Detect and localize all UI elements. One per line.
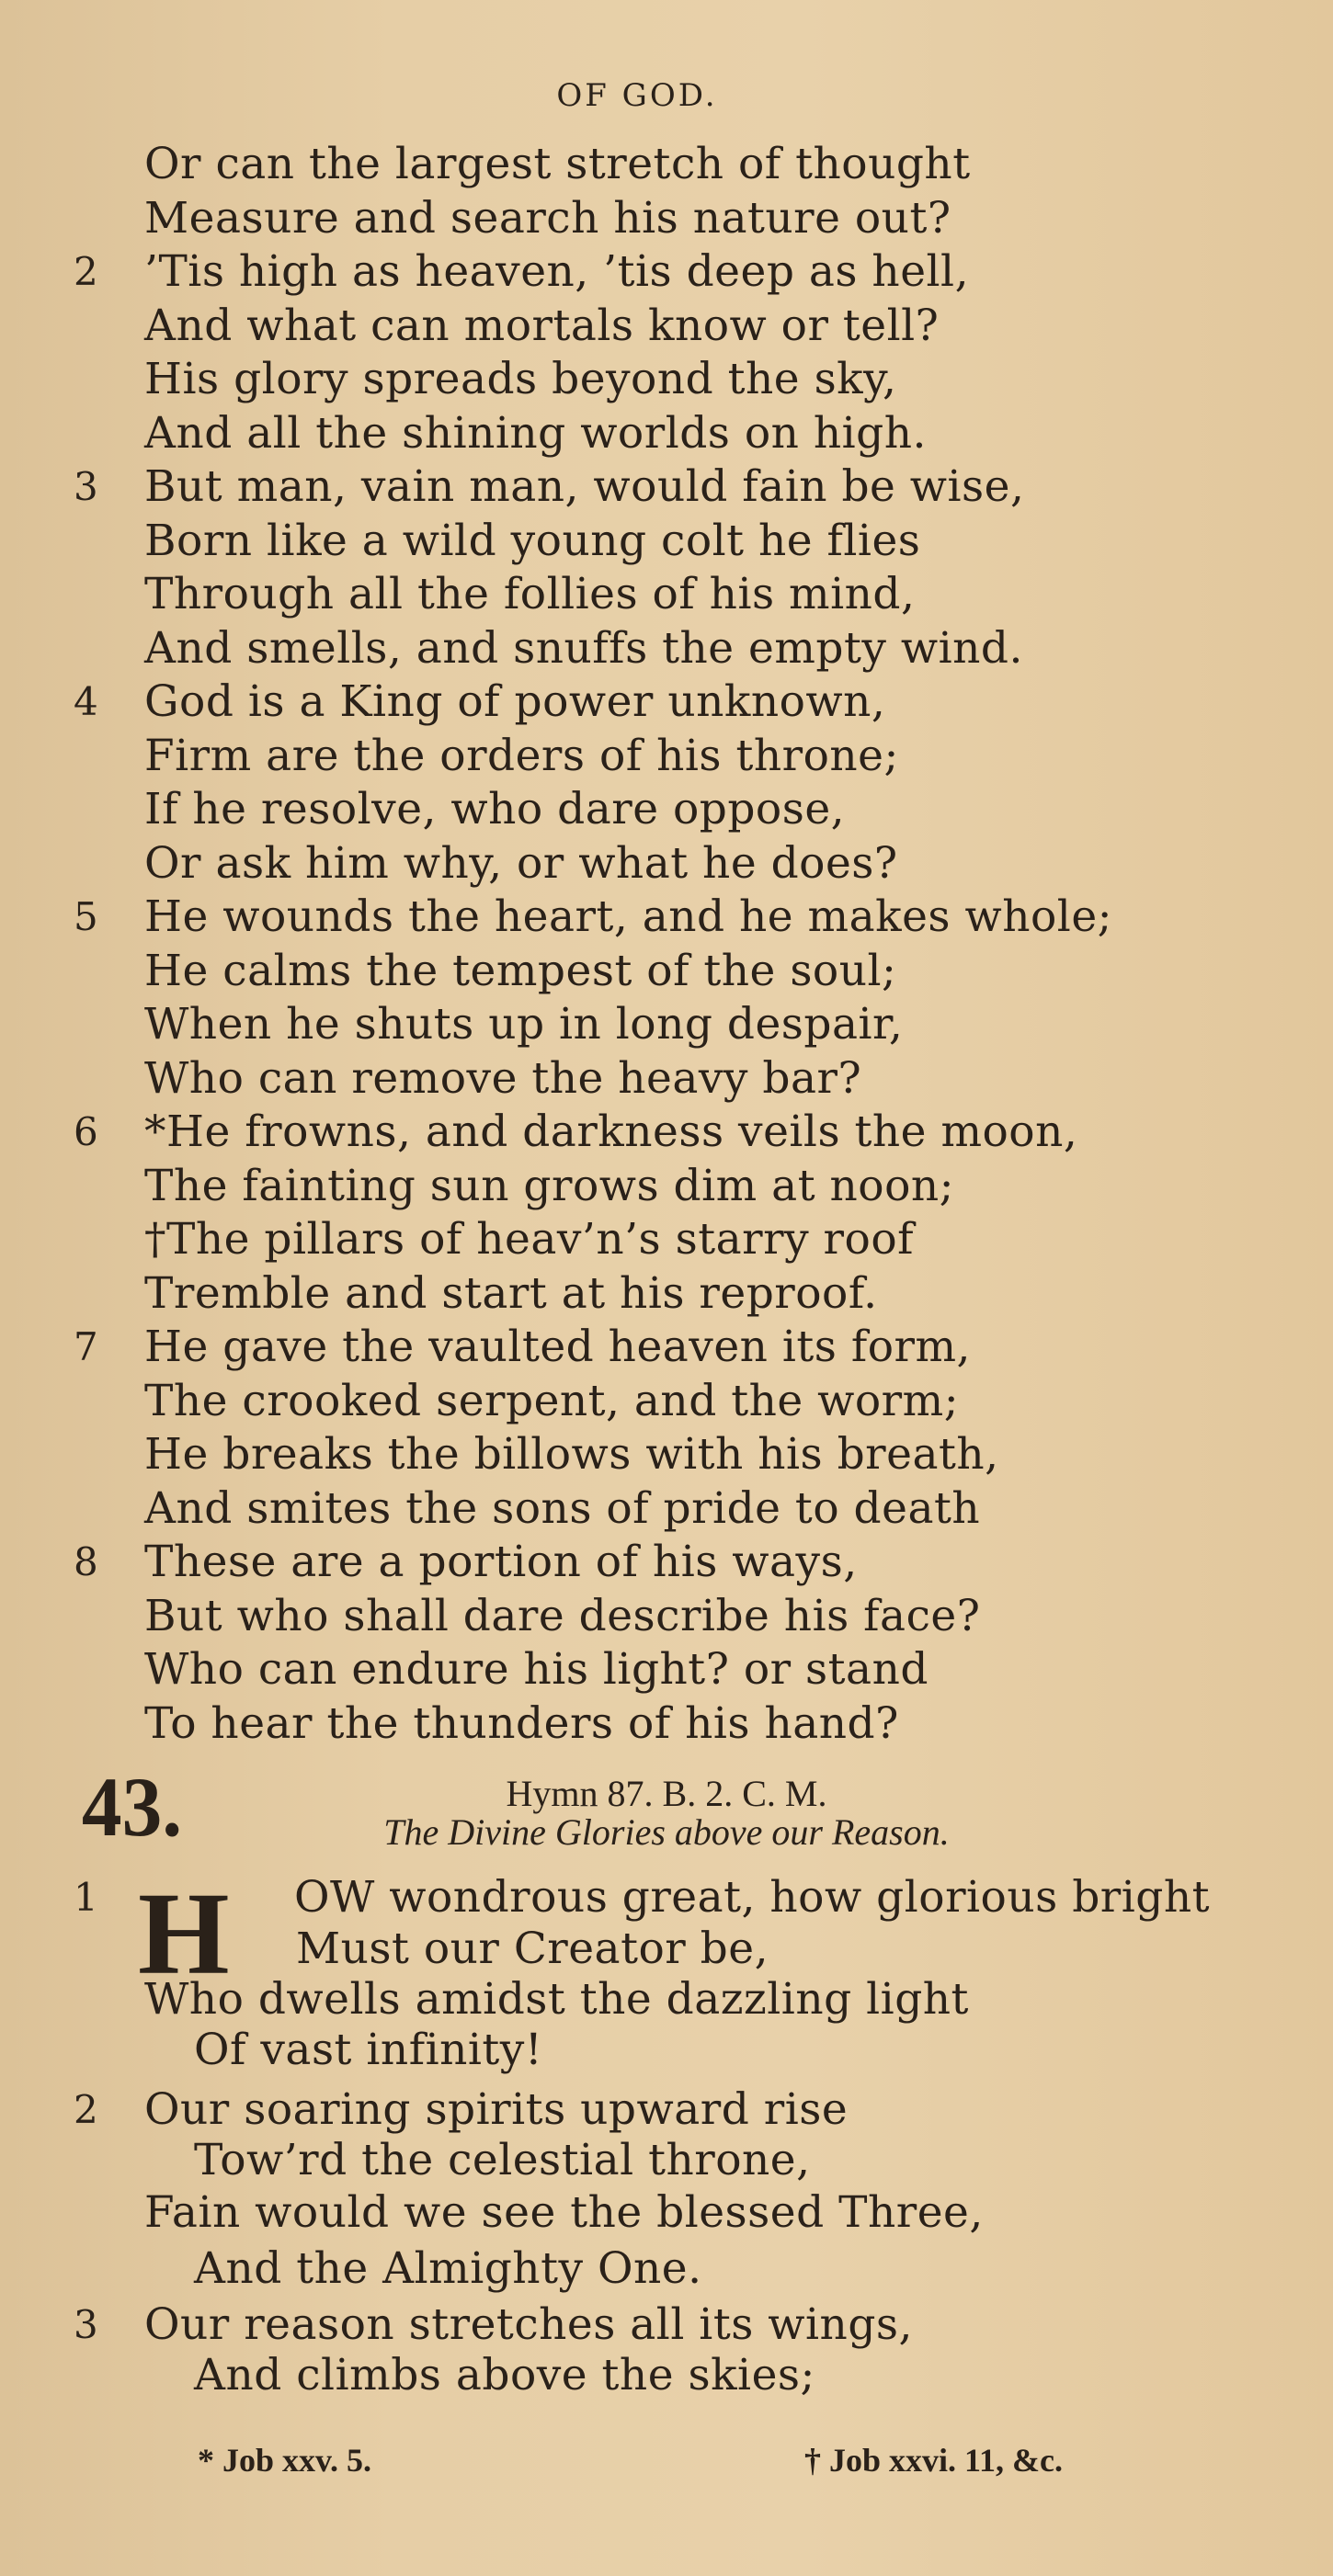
verse-number: 2 [74, 249, 98, 294]
verse-line: He wounds the heart, and he makes whole; [144, 891, 1112, 942]
footnote: * Job xxv. 5. [198, 2442, 372, 2479]
verse-line: Tow’rd the celestial throne, [194, 2135, 811, 2185]
verse-line: Who can endure his light? or stand [144, 1644, 929, 1695]
verse-line: To hear the thunders of his hand? [144, 1697, 899, 1749]
verse-line: He gave the vaulted heaven its form, [144, 1322, 971, 1372]
verse-number: 1 [74, 1875, 98, 1920]
verse-line: Tremble and start at his reproof. [144, 1267, 878, 1319]
verse-line: But who shall dare describe his face? [144, 1590, 981, 1641]
verse-line: Measure and search his nature out? [144, 192, 951, 244]
verse-line: The fainting sun grows dim at noon; [144, 1160, 954, 1211]
verse-number: 6 [74, 1109, 98, 1154]
verse-line: His glory spreads beyond the sky, [144, 354, 897, 404]
verse-line: And all the shining worlds on high. [144, 407, 927, 459]
drop-cap: H [138, 1868, 230, 1999]
verse-number: 3 [74, 2302, 98, 2347]
verse-line: And climbs above the skies; [194, 2350, 815, 2400]
hymn-tune: Hymn 87. B. 2. C. M. [506, 1773, 827, 1814]
verse-number: 2 [74, 2087, 98, 2132]
hymn-title: The Divine Glories above our Reason. [383, 1811, 950, 1853]
verse-number: 7 [74, 1324, 98, 1369]
verse-line: Of vast infinity! [194, 2025, 543, 2075]
verse-line: *He frowns, and darkness veils the moon, [144, 1106, 1078, 1157]
verse-number: 4 [74, 679, 98, 724]
verse-line: Through all the follies of his mind, [144, 569, 916, 619]
verse-line: Our reason stretches all its wings, [144, 2299, 913, 2350]
verse-line: If he resolve, who dare oppose, [144, 784, 846, 834]
verse-line: †The pillars of heav’n’s starry roof [144, 1214, 915, 1265]
verse-line: These are a portion of his ways, [144, 1537, 858, 1587]
verse-line: He breaks the billows with his breath, [144, 1429, 999, 1480]
footnote: † Job xxvi. 11, &c. [804, 2442, 1064, 2479]
verse-line: The crooked serpent, and the worm; [144, 1375, 960, 1426]
verse-line: Born like a wild young colt he flies [144, 515, 921, 566]
verse-line: And smites the sons of pride to death [144, 1482, 981, 1534]
verse-number: 5 [74, 894, 98, 939]
verse-line: But man, vain man, would fain be wise, [144, 461, 1025, 512]
verse-line: OW wondrous great, how glorious bright [294, 1872, 1211, 1923]
verse-line: Or ask him why, or what he does? [144, 837, 898, 889]
verse-line: Firm are the orders of his throne; [144, 730, 899, 781]
verse-line: Or can the largest stretch of thought [144, 139, 971, 189]
verse-line: And smells, and snuffs the empty wind. [144, 622, 1023, 674]
verse-line: And the Almighty One. [194, 2243, 702, 2294]
verse-line: And what can mortals know or tell? [144, 300, 940, 351]
verse-line: Fain would we see the blessed Three, [144, 2187, 984, 2238]
verse-line: Who can remove the heavy bar? [144, 1052, 862, 1104]
verse-line: He calms the tempest of the soul; [144, 945, 897, 996]
verse-number: 8 [74, 1539, 98, 1584]
verse-line: When he shuts up in long despair, [144, 999, 904, 1050]
verse-line: God is a King of power unknown, [144, 676, 886, 727]
verse-number: 3 [74, 464, 98, 509]
verse-line: Who dwells amidst the dazzling light [144, 1974, 969, 2025]
running-header: OF GOD. [556, 77, 718, 114]
verse-line: Must our Creator be, [296, 1923, 769, 1974]
verse-line: Our soaring spirits upward rise [144, 2084, 849, 2135]
verse-line: ’Tis high as heaven, ’tis deep as hell, [144, 246, 970, 297]
hymn-number: 43. [81, 1760, 183, 1854]
